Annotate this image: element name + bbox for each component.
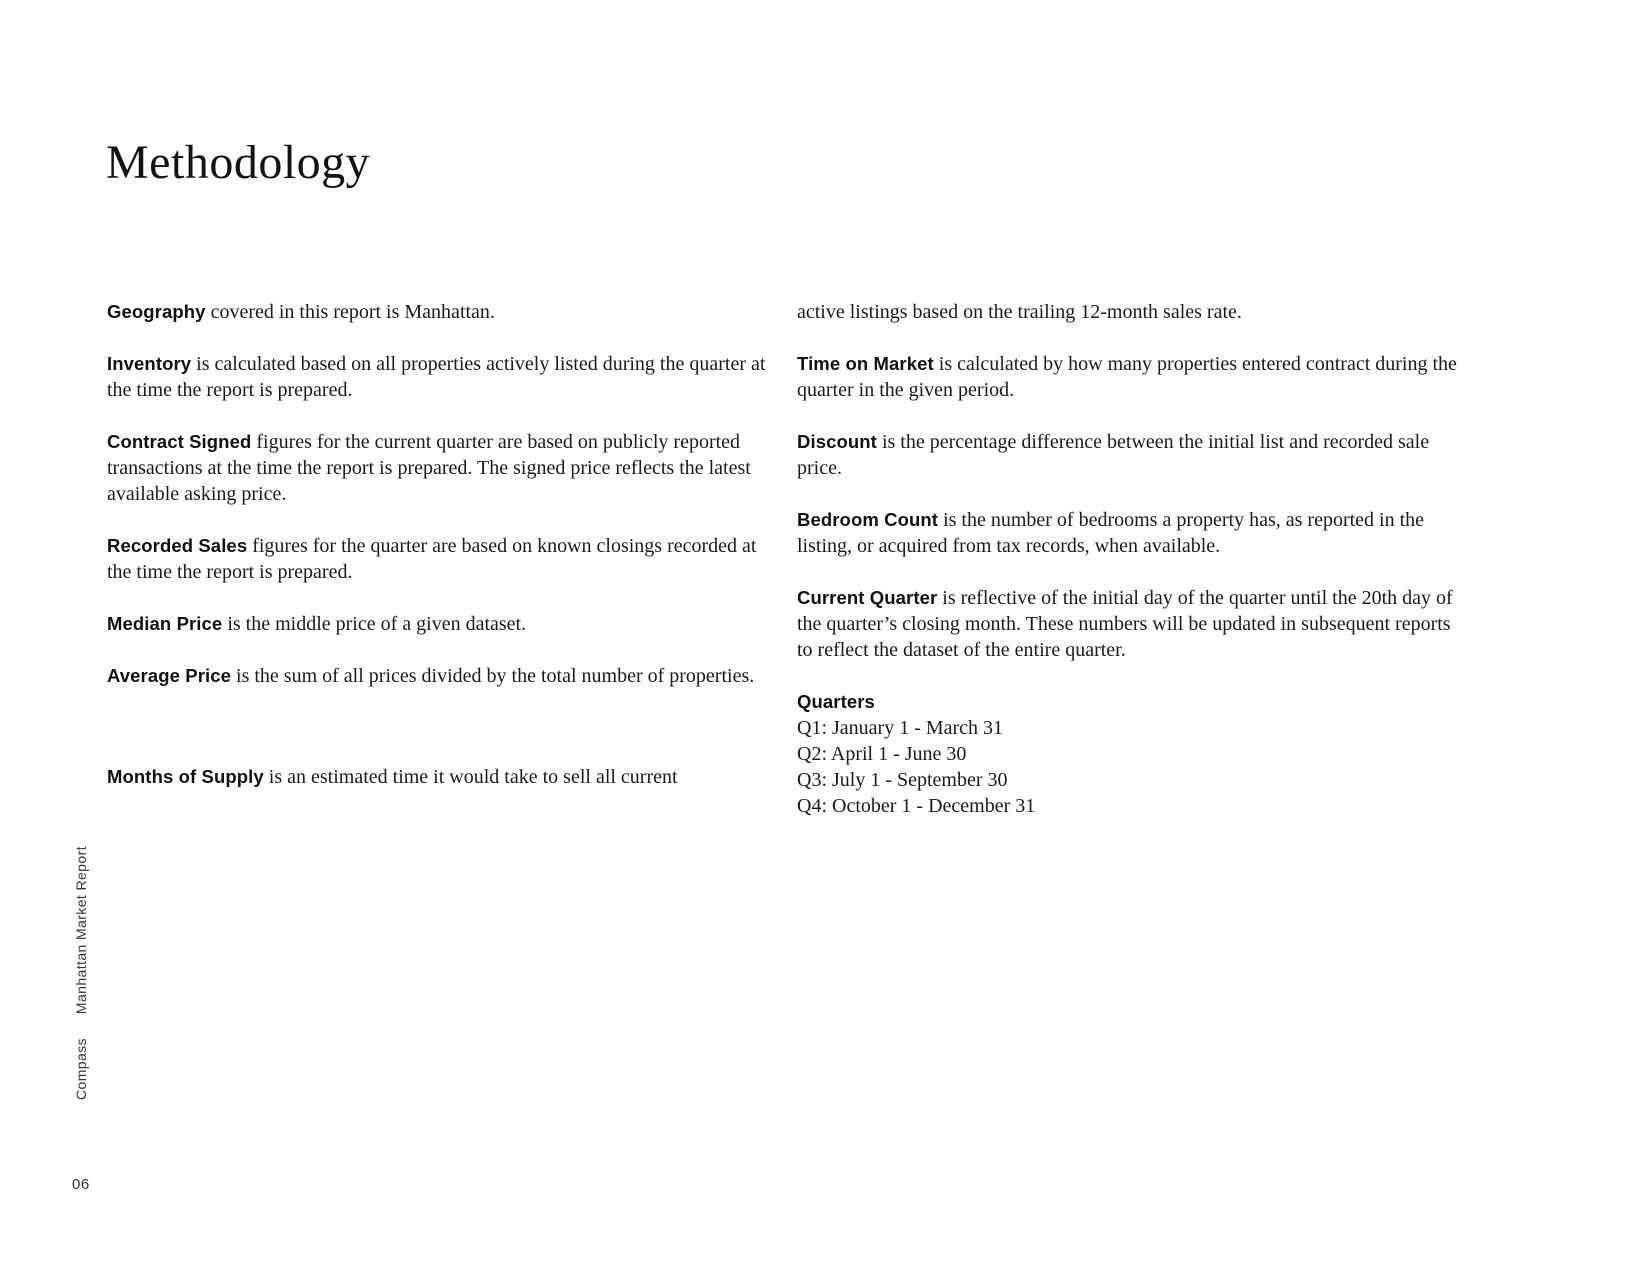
quarters-section xyxy=(797,689,1465,819)
definition-text: is the sum of all prices divided by the total number of properties. xyxy=(231,665,755,687)
definitions-column-left xyxy=(107,299,767,816)
definition-term: Geography xyxy=(107,301,206,322)
definition-paragraph xyxy=(107,299,767,325)
definition-text: figures for the quarter are based on known closings recorded at the time the report is prepared. xyxy=(107,535,757,583)
definition-term: Discount xyxy=(797,431,877,452)
definition-term: Average Price xyxy=(107,665,232,686)
quarter-range-item: Q1: January 1 - March 31 xyxy=(797,717,1004,739)
definition-term: Time on Market xyxy=(797,353,934,374)
definition-paragraph xyxy=(797,351,1465,403)
quarter-range-item: Q2: April 1 - June 30 xyxy=(797,743,967,765)
definition-text: is calculated based on all properties actively listed during the quarter at the time the report is prepared. xyxy=(107,353,766,401)
definition-paragraph xyxy=(107,351,767,403)
sidebar-report-name-label: Manhattan Market Report xyxy=(73,846,89,1015)
definition-paragraph xyxy=(797,429,1465,481)
definition-text: is the middle price of a given dataset. xyxy=(222,613,527,635)
definition-paragraph xyxy=(797,299,1465,325)
definition-text: is calculated by how many properties entered contract during the quarter in the given period. xyxy=(797,353,1457,401)
definition-paragraph xyxy=(797,507,1465,559)
definition-paragraph xyxy=(107,533,767,585)
definitions-column-right xyxy=(797,299,1465,819)
definition-text: is reflective of the initial day of the quarter until the 20th day of the quarter’s closing month. These numbers will be updated in subsequent reports to reflect the dataset of the entire quarter. xyxy=(797,587,1453,661)
definition-paragraph xyxy=(107,611,767,637)
definition-term: Median Price xyxy=(107,613,223,634)
quarter-range-item: Q3: July 1 - September 30 xyxy=(797,769,1008,791)
sidebar-brand-label: Compass xyxy=(73,1038,89,1100)
definition-paragraph xyxy=(107,429,767,507)
page-number: 06 xyxy=(72,1176,90,1193)
definition-term: Current Quarter xyxy=(797,587,938,608)
definition-text: is the percentage difference between the initial list and recorded sale price. xyxy=(797,431,1430,479)
page-title: Methodology xyxy=(106,136,371,190)
definition-term: Bedroom Count xyxy=(797,509,939,530)
definition-paragraph xyxy=(797,585,1465,663)
definition-term: Contract Signed xyxy=(107,431,252,452)
sidebar-vertical-text xyxy=(73,846,89,1100)
definition-text: active listings based on the trailing 12-month sales rate. xyxy=(797,301,1242,323)
definition-text: figures for the current quarter are based on publicly reported transactions at the time the report is prepared. The signed price reflects the latest available asking price. xyxy=(107,431,751,505)
quarters-heading: Quarters xyxy=(797,691,875,712)
definition-paragraph xyxy=(107,764,767,790)
definition-text: is an estimated time it would take to sell all current xyxy=(263,766,678,788)
definition-paragraph xyxy=(107,663,767,689)
quarter-range-item: Q4: October 1 - December 31 xyxy=(797,795,1036,817)
quarters-list xyxy=(797,715,1465,819)
definition-text: is the number of bedrooms a property has, as reported in the listing, or acquired from tax records, when available. xyxy=(797,509,1425,557)
definition-term: Recorded Sales xyxy=(107,535,248,556)
definition-text: covered in this report is Manhattan. xyxy=(205,301,495,323)
definition-term: Months of Supply xyxy=(107,766,264,787)
definition-term: Inventory xyxy=(107,353,192,374)
